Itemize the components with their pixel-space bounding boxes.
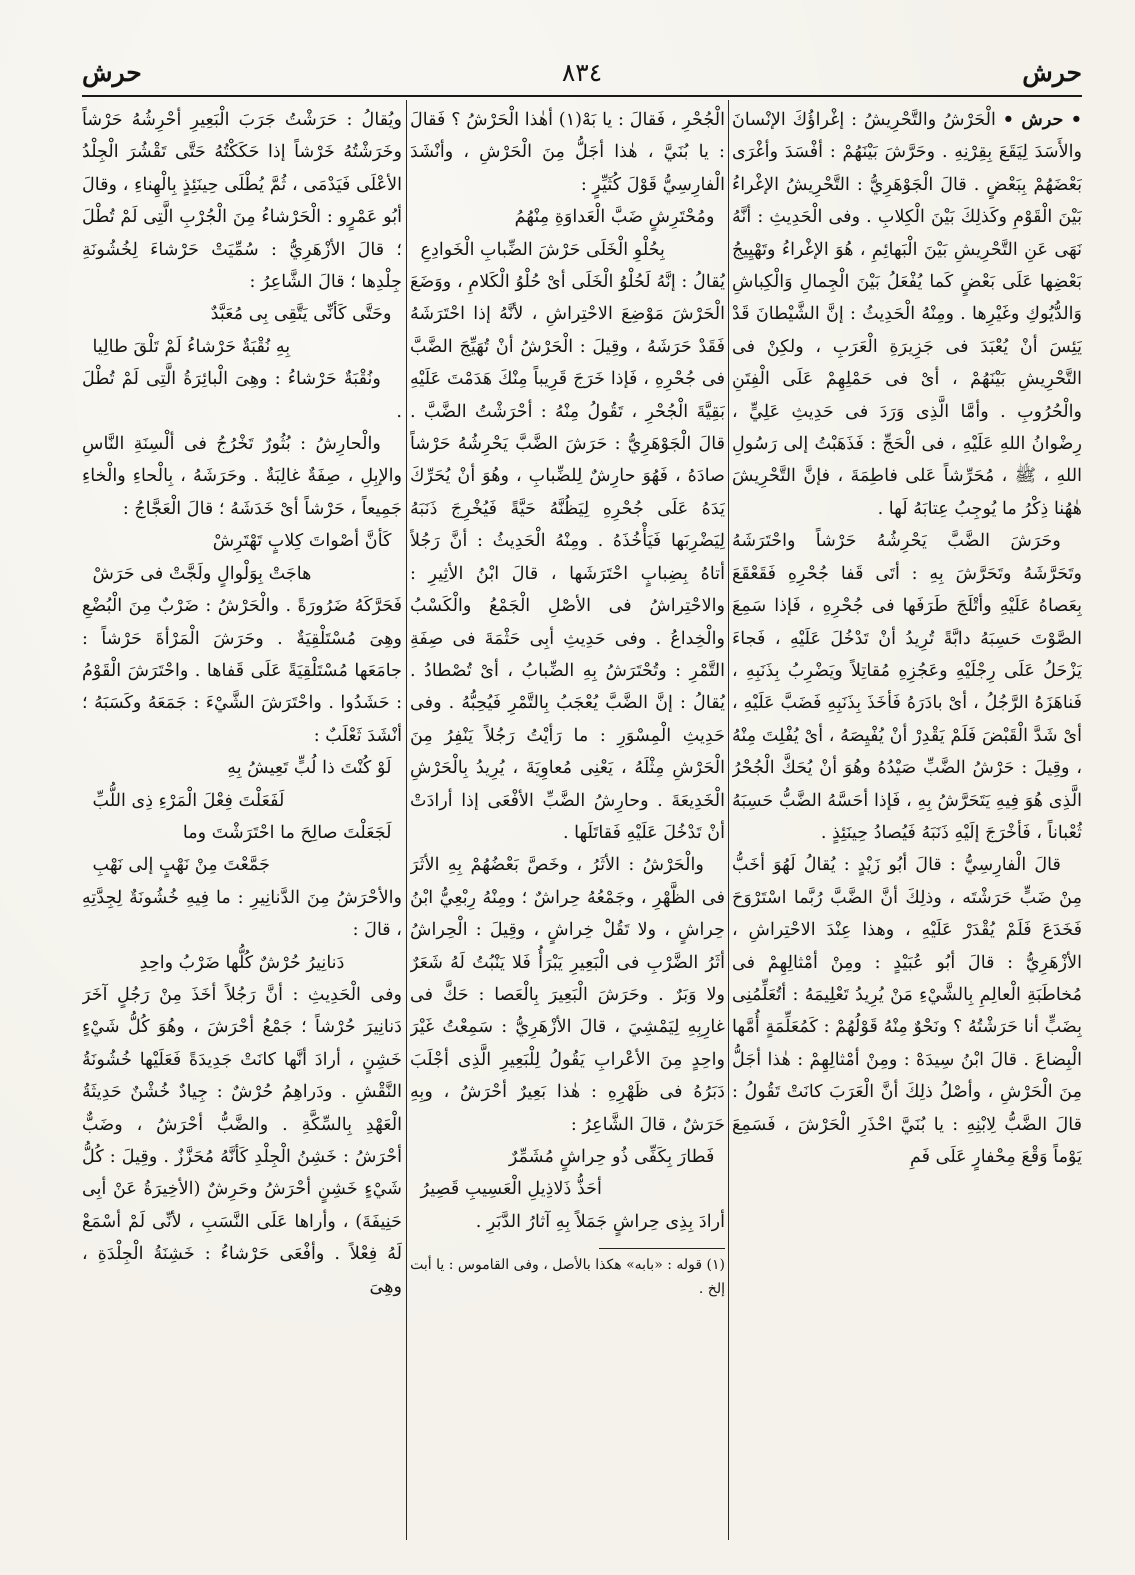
entry-headword: • حرش •	[1002, 109, 1082, 130]
footnote-rule	[599, 1248, 725, 1249]
verse-line: بِهِ نُقْبَةٌ حَرْشاءُ لَمْ تَلْقَ طالِيا	[92, 336, 291, 357]
running-head-right: حرش	[1022, 58, 1082, 87]
verse-line: كَأنَّ أصْواتَ كِلابٍ تَهْتَرِشْ	[212, 531, 392, 552]
entry-text: الْحَرْشُ والتَّحْرِيشُ : إغْراؤُكَ الإنْسانَ والأَسَدَ لِيَقَعَ بِقِرْنِهِ . وحَرَّشَ بَيْنَهُمْ : أفْسَدَ وأغْرَى بَعْضَهُمْ بِبَعْضٍ . قالَ الْجَوْهَرِيُّ : التَّحْرِيشُ الإغْراءُ بَيْنَ الْقَوْمِ وكَذلِكَ بَيْنَ الْكِلابِ . وفى الْحَدِيثِ : أنَّهُ نَهَى عَنِ التَّحْرِيشِ بَيْنَ الْبَهائِمِ ، هُوَ الإغْراءُ وتَهْيِيجُ بَعْضِها عَلَى بَعْضٍ كَما يُفْعَلُ بَيْنَ الْجِمالِ وَالْكِباشِ وَالدُّيُوكِ وغَيْرِها . ومِنْهُ الْحَدِيثُ : إنَّ الشَّيْطانَ قَدْ يَئِسَ أنْ يُعْبَدَ فى جَزِيرَةِ الْعَرَبِ ، ولكِنْ فى التَّحْرِيشِ بَيْنَهُمْ ، أىْ فى حَمْلِهِمْ عَلَى الْفِتَنِ والْحُرُوبِ . وأمَّا الَّذِى وَرَدَ فى حَدِيثِ عَلِيٍّ ، رِضْوانُ اللهِ عَلَيْهِ ، فى الْحَجِّ : فَذَهَبْتُ إلى رَسُولِ اللهِ ، ﷺ ، مُحَرِّشاً عَلى فاطِمَةَ ، فإنَّ التَّحْرِيشَ هٰهُنا ذِكْرُ ما يُوجِبُ عِتابَهُ لَها .	[732, 110, 1082, 519]
verse-line: لَفَعَلْتَ فِعْلَ الْمَرْءِ ذِى اللُّبِّ	[92, 790, 285, 811]
verse-line: فَطارَ بِكَفِّى ذُو حِراشٍ مُشَمِّرٌ	[508, 1147, 715, 1167]
page-number: ٨٣٤	[561, 58, 603, 87]
entry-paragraph: والْحارِشُ : بُثُورٌ تَخْرُجُ فى ألْسِنَةِ النَّاسِ والإبِلِ ، صِفَةٌ غالِبَةٌ . وحَرَشَهُ ، بِالْحاءِ والْخاءِ جَمِيعاً ، حَرْشاً أىْ خَدَشَهُ ؛ قالَ الْعَجَّاجُ :	[82, 434, 402, 519]
footnote: (١) قوله : «بابه» هكذا بالأصل ، وفى القاموس : يا أبت إلخ .	[410, 1257, 725, 1298]
entry-paragraph: يُقالُ : إنَّهُ لَحُلْوُ الْخَلَى أىْ حُلْوُ الْكَلامِ ، ووَضَعَ الْحَرْشَ مَوْضِعَ الاحْتِراشِ ، لأنَّهُ إذا احْتَرَشَهُ فَقَدْ حَرَشَهُ ، وقِيلَ : الْحَرْشُ أنْ تُهَيِّجَ الضَّبَّ فى جُحْرِهِ ، فَإذا خَرَجَ قَرِيباً مِنْكَ هَدَمْتَ عَلَيْهِ بَقِيَّةَ الْجُحْرِ ، تَقُولُ مِنْهُ : أحْرَشْتُ الضَّبَّ . قالَ الْجَوْهَرِيُّ : حَرَشَ الضَّبَّ يَحْرِشُهُ حَرْشاً صادَهُ ، فَهُوَ حارِشٌ لِلضِّبابِ ، وهُوَ أنْ يُحَرِّكَ يَدَهُ عَلَى جُحْرِهِ لِيَظُنَّهُ حَيَّةً فَيُخْرِجَ ذَنَبَهُ لِيَضْرِبَها فَيَأْخُذَهُ . ومِنْهُ الْحَدِيثُ : أنَّ رَجُلاً أتاهُ بِضِبابٍ احْتَرَشَها ، قالَ ابْنُ الأثِيرِ : والاحْتِراشُ فى الأصْلِ الْجَمْعُ والْكَسْبُ والْخِداعُ . وفى حَدِيثِ أبِى حَثْمَةَ فى صِفَةِ التَّمْرِ : وتُحْتَرَشُ بِهِ الضِّبابُ ، أىْ تُصْطادُ . يُقالُ : إنَّ الضَّبَّ يُعْجَبُ بِالتَّمْرِ فَيُحِبُّهُ . وفى حَدِيثِ الْمِسْوَرِ : ما رَأيْتُ رَجُلاً يَنْفِرُ مِنَ الْحَرْشِ مِثْلَهُ ، يَعْنِى مُعاوِيَةَ ، يُرِيدُ بِالْحَرْشِ الْخَدِيعَةَ . وحارِشُ الضَّبِّ الأفْعَى إذا أرادَتْ أنْ تَدْخُلَ عَلَيْهِ فَقاتَلَها .	[410, 272, 725, 843]
running-head-left: حرش	[82, 58, 142, 87]
verse-line: لَوْ كُنْتَ ذا لُبٍّ تَعِيشُ بِهِ	[227, 758, 392, 779]
text-column-middle-body	[410, 104, 725, 1238]
verse-line: دَنانِيرُ حُرْشٌ كُلُّها ضَرْبُ واحِدِ	[139, 952, 345, 973]
page-header	[82, 56, 1082, 100]
entry-paragraph: والأحْرَشُ مِنَ الدَّنانِيرِ : ما فِيهِ خُشُونَةٌ لِجِدَّتِهِ ، قالَ :	[82, 887, 402, 941]
entry-paragraph: قالَ الْفارِسِيُّ : قالَ أبُو زَيْدٍ : يُقالُ لَهُوَ أخَبُّ مِنْ ضَبٍّ حَرَشْتَه ، وذلِكَ أنَّ الضَّبَّ رُبَّما اسْتَرْوَحَ فَخَدَعَ فَلَمْ يُقْدَرْ عَلَيْهِ ، وهذا عِنْدَ الاحْتِراشِ ، الأزْهَرِيُّ : قالَ أبُو عُبَيْدٍ : ومِنْ أمْثالِهِمْ فى مُخاطَبَةِ الْعالِمِ بِالشَّيْءِ مَنْ يُرِيدُ تَعْلِيمَهُ : أتُعَلِّمُنِى بِضَبٍّ أنا حَرَشْتُهُ ؟ ونَحْوٌ مِنْهُ قَوْلُهُمْ : كَمُعَلِّمَةٍ أُمَّها الْبِضاعَ . قالَ ابْنُ سِيدَهْ : ومِنْ أمْثالِهِمْ : هٰذا أجَلُّ مِنَ الْحَرْشِ ، وأصْلُ ذلِكَ أنَّ الْعَرَبَ كانَتْ تَقُولُ : قالَ الضَّبُّ لِابْنِهِ : يا بُنَيَّ احْذَرِ الْحَرْشَ ، فَسَمِعَ يَوْماً وَقْعَ مِحْفارٍ عَلَى فَمِ	[732, 855, 1082, 1167]
verse-line: لَجَعَلْتَ صالِحَ ما احْتَرَشْتَ وما	[182, 822, 392, 843]
text-column-left	[82, 104, 402, 1544]
verse-line: هاجَتْ بِوَلْوالٍ ولَجَّتْ فى حَرَشْ	[92, 563, 312, 584]
verse-line: ومُحْتَرِشٍ ضَبَّ الْعَداوَةِ مِنْهُمُ	[514, 207, 715, 228]
entry-paragraph: ويُقالُ : حَرَشْتُ جَرَبَ الْبَعِيرِ أحْرِشُهُ حَرْشاً وخَرَشْتُهُ خَرْشاً إذا حَكَكْتُهُ حَتَّى تَقْشُرَ الْجِلْدُ الأعْلَى فَيَدْمَى ، ثُمَّ يُطْلَى حِينَئِذٍ بِالْهِناءِ ، وقالَ أبُو عَمْرٍو : الْحَرْشاءُ مِنَ الْجُرْبِ الَّتِى لَمْ تُطْلَ ؛ قالَ الأزْهَرِيُّ : سُمِّيَتْ حَرْشاءَ لِخُشُونَةِ جِلْدِها ؛ قالَ الشَّاعِرُ :	[82, 110, 402, 293]
verse-line: بِحُلْوِ الْخَلَى حَرْشَ الضِّبابِ الْخَوادِعِ	[420, 239, 665, 260]
entry-paragraph: فَحَرَّكَهُ ضَرُورَةً . والْحَرْشُ : ضَرْبٌ مِنَ الْبُضْعِ وهِىَ مُسْتَلْقِيَةٌ . وحَرَشَ الْمَرْأةَ حَرْشاً : جامَعَها مُسْتَلْقِيَةً عَلَى قَفاها . واحْتَرَشَ الْقَوْمُ : حَشَدُوا . واحْتَرَشَ الشَّيْءَ : جَمَعَهُ وكَسَبَهُ ؛ أنْشَدَ ثَعْلَبٌ :	[82, 596, 402, 746]
entry-paragraph: وفى الْحَدِيثِ : أنَّ رَجُلاً أخَذَ مِنْ رَجُلٍ آخَرَ دَنانِيرَ حُرْشاً ؛ جَمْعُ أحْرَشَ ، وهُوَ كُلُّ شَيْءٍ خَشِنٍ ، أرادَ أنَّها كانَتْ جَدِيدَةً فَعَلَيْها خُشُونَةُ النَّقْشِ . ودَراهِمُ حُرْشٌ : جِيادٌ خُشْنٌ حَدِيثَةُ الْعَهْدِ بِالسِّكَّةِ . والضَّبُّ أحْرَشُ ، وضَبٌّ أحْرَشُ : خَشِنُ الْجِلْدِ كَأنَّهُ مُحَزَّزٌ . وقِيلَ : كُلُّ شَيْءٍ خَشِنٍ أحْرَشُ وحَرِشٌ (الأخِيرَةُ عَنْ أبِى حَنِيفَةَ) ، وأراها عَلَى النَّسَبِ ، لأنِّى لَمْ أسْمَعْ لَهُ فِعْلاً . وأفْعَى حَرْشاءُ : خَشِنَةُ الْجِلْدَةِ ، وهِىَ	[82, 984, 402, 1297]
entry-paragraph: ونُقْبَةٌ حَرْشاءُ : وهِىَ الْبائِرَةُ الَّتِى لَمْ تُطْلَ .	[82, 369, 402, 422]
verse-line: جَمَّعْتَ مِنْ نَهْبٍ إلى نَهْبِ	[92, 855, 271, 876]
column-divider	[728, 100, 729, 1540]
verse-line: وحَتَّى كَأنِّى يَتَّقِى بِى مُعَبَّدٌ	[210, 304, 392, 325]
entry-paragraph	[732, 104, 1082, 525]
entry-paragraph: والْحَرْشُ : الأثَرُ ، وخَصَّ بَعْضُهُمْ بِهِ الأثَرَ فى الظَّهْرِ ، وجَمْعُهُ حِراشٌ ؛ ومِنْهُ رِبْعِيُّ ابْنُ حِراشٍ ، ولا تَقُلْ خِراشٍ ، وقِيلَ : الْحِراشُ أثَرُ الضَّرْبِ فى الْبَعِيرِ يَبْرَأُ فَلا يَنْبُتُ لَهُ شَعَرٌ ولا وَبَرٌ . وحَرَشَ الْبَعِيرَ بِالْعَصا : حَكَّ فى غارِبِهِ لِيَمْشِيَ ، قالَ الأزْهَرِيُّ : سَمِعْتُ غَيْرَ واحِدٍ مِنَ الأعْرابِ يَقُولُ لِلْبَعِيرِ الَّذِى أجْلَبَ دَبَرُهُ فى ظَهْرِهِ : هٰذا بَعِيرٌ أحْرَشُ ، وبِهِ حَرَشٌ ، قالَ الشَّاعِرُ :	[410, 855, 725, 1135]
entry-paragraph: أرادَ بِذِى حِراشٍ جَمَلاً بِهِ آثارُ الدَّبَرِ .	[475, 1211, 725, 1232]
entry-paragraph: الْجُحْرِ ، فَقالَ : يا بَهْ(١) أهٰذا الْحَرْشُ ؟ فَقالَ : يا بُنَيَّ ، هٰذا أجَلُّ مِنَ الْحَرْشِ ، وأنْشَدَ الْفارِسِيُّ قَوْلَ كُثَيِّرٍ :	[410, 110, 725, 195]
verse-line: أحَذُّ ذَلاذِيلِ الْعَسِيبِ قَصِيرُ	[420, 1179, 602, 1200]
header-rule	[82, 95, 1082, 97]
text-column-middle	[410, 104, 725, 1544]
entry-paragraph: وحَرَشَ الضَّبَّ يَحْرِشُهُ حَرْشاً واحْتَرَشَهُ وتَحَرَّشَهُ وتَحَرَّشَ بِهِ : أتَى قَفا جُحْرِهِ فَقَعْقَعَ بِعَصاهُ عَلَيْهِ وأتْلَجَ طَرَفَها فى جُحْرِهِ ، فَإذا سَمِعَ الصَّوْتَ حَسِبَهُ دابَّةً تُرِيدُ أنْ تَدْخُلَ عَلَيْهِ ، فَجاءَ يَزْحَلُ عَلَى رِجْلَيْهِ وعَجُزِهِ مُقاتِلاً ويَضْرِبُ بِذَنَبِهِ ، فَناهَزَهُ الرَّجُلُ ، أىْ بادَرَهُ فَأخَذَ بِذَنَبِهِ فَضَبَّ عَلَيْهِ ، أىْ شَدَّ الْقَبْضَ فَلَمْ يَقْدِرْ أنْ يُفْيِصَهُ ، أىْ يُفْلِتَ مِنْهُ ، وقِيلَ : حَرْشُ الضَّبِّ صَيْدُهُ وهُوَ أنْ يُحَكَّ الْجُحْرُ الَّذِى هُوَ فِيهِ يَتَحَرَّشُ بِهِ ، فَإذا أحَسَّهُ الضَّبُّ حَسِبَهُ ثُعْباناً ، فَأخْرَجَ إلَيْهِ ذَنَبَهُ فَيُصادُ حِينَئِذٍ .	[732, 531, 1082, 843]
column-divider	[406, 100, 407, 1540]
text-column-right	[732, 104, 1082, 1544]
